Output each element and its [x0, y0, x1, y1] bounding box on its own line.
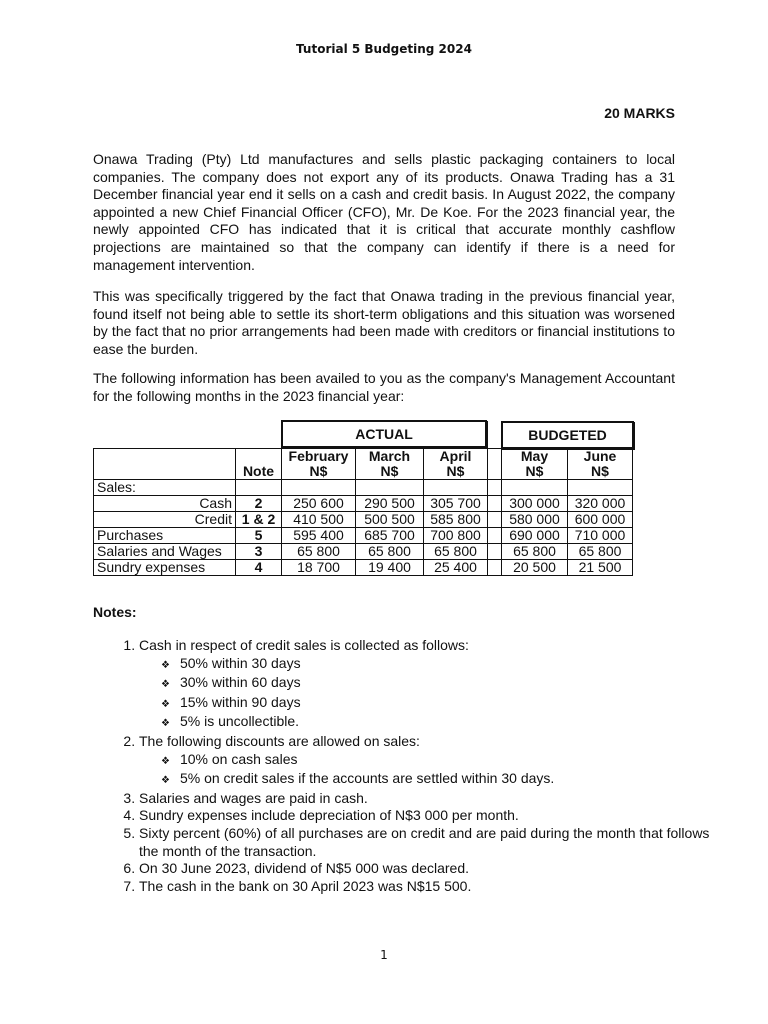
row-note: 1 & 2 [236, 512, 282, 528]
row-value: 710 000 [568, 528, 633, 544]
month-header: March [356, 449, 424, 465]
table-row [94, 480, 633, 496]
paragraph-intro: Onawa Trading (Pty) Ltd manufactures and sells plastic packaging containers to local companies. The company does not export any of its products. Onawa Trading has a 31 December financial year end it sells on a cash and credit basis. In August 2022, the company appointed a new Chief Financial Officer (CFO), Mr. De Koe. For the 2023 financial year, the newly appointed CFO has indicated that it is critical that accurate monthly cashflow projections are maintained so that the company can identify if there is a need for management intervention. [93, 151, 675, 273]
row-value: 65 800 [356, 544, 424, 560]
row-label: Sundry expenses [94, 560, 236, 576]
row-value: 500 500 [356, 512, 424, 528]
note-item: 5. Sixty percent (60%) of all purchases are on credit and are paid during the month that follows the month of the transaction. [139, 825, 721, 860]
row-value: 25 400 [424, 560, 488, 576]
table-row [94, 496, 633, 512]
sub-item: ❖ 5% on credit sales if the accounts are settled within 30 days. [161, 770, 721, 790]
sub-item: ❖ 50% within 30 days [161, 655, 721, 675]
table-row [94, 544, 633, 560]
note-text: The following discounts are allowed on sales: [139, 732, 420, 749]
currency-header: N$ [502, 464, 568, 480]
month-header: February [282, 449, 356, 465]
row-note: 5 [236, 528, 282, 544]
row-value: 320 000 [568, 496, 633, 512]
row-value: 580 000 [502, 512, 568, 528]
paragraph-background: This was specifically triggered by the fact that Onawa trading in the previous financial year, found itself not being able to settle its short-term obligations and this situation was worsened by the fact that no prior arrangements had been made with creditors or financial institutions to ease the burden. [93, 288, 675, 357]
notes-title: Notes: [93, 604, 137, 620]
row-value: 410 500 [282, 512, 356, 528]
sub-item: ❖ 10% on cash sales [161, 751, 721, 771]
row-value: 305 700 [424, 496, 488, 512]
note-item: 4. Sundry expenses include depreciation of N$3 000 per month. [139, 807, 721, 825]
note-text: Cash in respect of credit sales is collected as follows: [139, 637, 469, 653]
row-value: 600 000 [568, 512, 633, 528]
row-value: 21 500 [568, 560, 633, 576]
note-item [139, 637, 721, 733]
note-item: 3. Salaries and wages are paid in cash. [139, 790, 721, 808]
currency-header: N$ [424, 464, 488, 480]
note-item: 6. On 30 June 2023, dividend of N$5 000 was declared. [139, 860, 721, 878]
row-value: 20 500 [502, 560, 568, 576]
month-header: April [424, 449, 488, 465]
row-value: 19 400 [356, 560, 424, 576]
table-row [94, 512, 633, 528]
budgeted-header: BUDGETED [501, 421, 634, 449]
financial-table [93, 448, 633, 576]
page-number: 1 [380, 948, 388, 962]
row-value: 65 800 [502, 544, 568, 560]
sales-label: Sales: [94, 480, 236, 496]
row-value: 690 000 [502, 528, 568, 544]
note-item [139, 733, 721, 790]
marks-label: 20 MARKS [604, 105, 675, 121]
actual-header: ACTUAL [281, 420, 487, 448]
row-value: 65 800 [282, 544, 356, 560]
table-currency-row [94, 464, 633, 480]
month-header: May [502, 449, 568, 465]
row-value: 290 500 [356, 496, 424, 512]
row-value: 250 600 [282, 496, 356, 512]
currency-header: N$ [356, 464, 424, 480]
row-label: Cash [94, 496, 236, 512]
table-header-row [94, 449, 633, 465]
currency-header: N$ [568, 464, 633, 480]
row-value: 18 700 [282, 560, 356, 576]
currency-header: N$ [282, 464, 356, 480]
row-label: Purchases [94, 528, 236, 544]
notes-list [93, 637, 721, 895]
row-value: 65 800 [568, 544, 633, 560]
row-value: 300 000 [502, 496, 568, 512]
note-header: Note [236, 464, 282, 480]
note-item: 7. The cash in the bank on 30 April 2023 was N$15 500. [139, 878, 721, 896]
row-label: Credit [94, 512, 236, 528]
month-header: June [568, 449, 633, 465]
row-value: 685 700 [356, 528, 424, 544]
row-note: 3 [236, 544, 282, 560]
row-value: 65 800 [424, 544, 488, 560]
sub-item: ❖ 30% within 60 days [161, 674, 721, 694]
sub-item: ❖ 5% is uncollectible. [161, 713, 721, 733]
sub-item: ❖ 15% within 90 days [161, 694, 721, 714]
table-row [94, 528, 633, 544]
row-note: 4 [236, 560, 282, 576]
row-value: 595 400 [282, 528, 356, 544]
table-row [94, 560, 633, 576]
paragraph-info: The following information has been availed to you as the company's Management Accountant for the following months in the 2023 financial year: [93, 370, 675, 404]
row-note: 2 [236, 496, 282, 512]
row-label: Salaries and Wages [94, 544, 236, 560]
page-header: Tutorial 5 Budgeting 2024 [296, 42, 472, 56]
row-value: 585 800 [424, 512, 488, 528]
row-value: 700 800 [424, 528, 488, 544]
